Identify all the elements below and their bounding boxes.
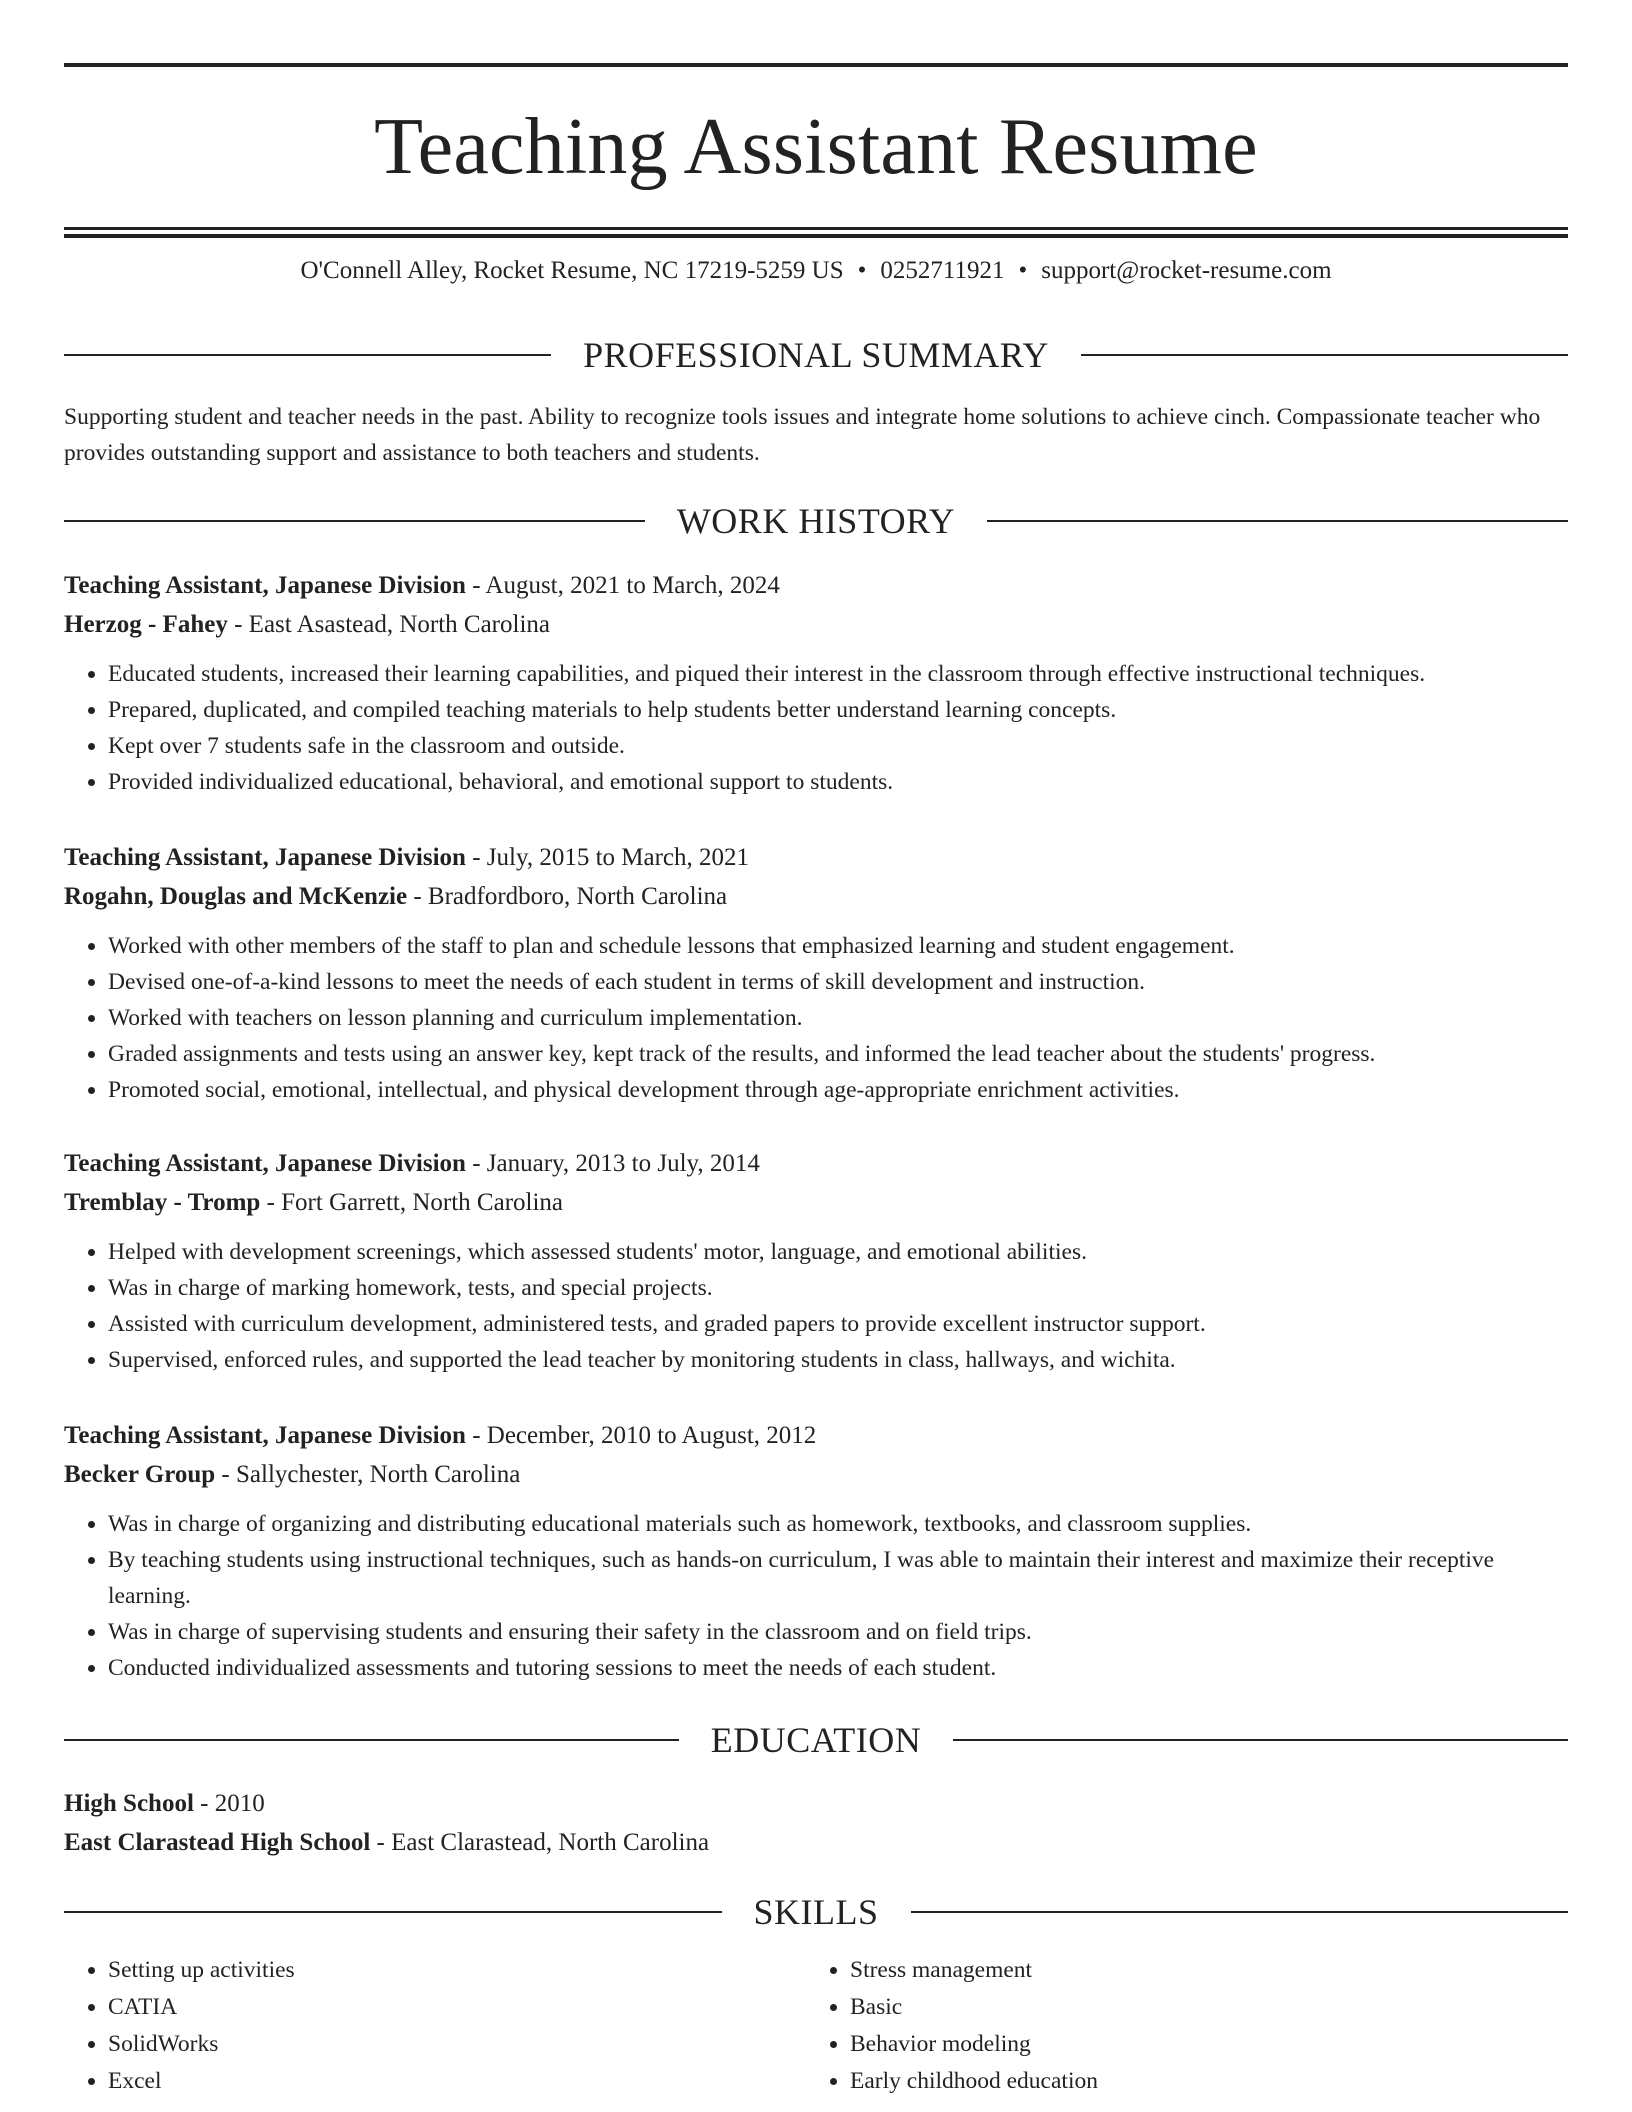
- heading-rule-right: [953, 1739, 1568, 1741]
- heading-rule-left: [64, 520, 645, 522]
- title-block: [64, 63, 1568, 238]
- job-bullet: • Educated students, increased their learning capabilities, and piqued their interest in the classroom through effective instructional techniques.: [108, 656, 1568, 692]
- job-bullets: [64, 1234, 1568, 1378]
- job-bullet: • Worked with other members of the staff to plan and schedule lessons that emphasized learning and student engagement.: [108, 928, 1568, 964]
- skill-item: • Stress management: [850, 1952, 1550, 1989]
- job-bullet: • Was in charge of marking homework, tests, and special projects.: [108, 1270, 1568, 1306]
- skill-item: • Behavior modeling: [850, 2026, 1550, 2063]
- job-bullet: • Graded assignments and tests using an answer key, kept track of the results, and informed the lead teacher about the students' progress.: [108, 1036, 1568, 1072]
- section-heading-label: SKILLS: [753, 1892, 879, 1932]
- job-location: - Bradfordboro, North Carolina: [407, 883, 728, 910]
- job-title-line: [64, 566, 1568, 605]
- job-entry: [64, 566, 1568, 800]
- job-dates: - August, 2021 to March, 2024: [465, 572, 780, 599]
- top-rule: [64, 63, 1568, 67]
- summary-block: [64, 399, 1568, 471]
- job-employer-line: [64, 605, 1568, 644]
- education-year: - 2010: [193, 1790, 265, 1817]
- job-bullet: • By teaching students using instructional techniques, such as hands-on curriculum, I was able to maintain their interest and maximize their receptive learning.: [108, 1542, 1568, 1614]
- job-bullets: [64, 928, 1568, 1108]
- job-bullets: [64, 656, 1568, 800]
- education-entry: [64, 1784, 1568, 1862]
- section-heading-education: [64, 1718, 1568, 1762]
- skills-list: [64, 1952, 1568, 2100]
- education-school-line: [64, 1823, 1568, 1862]
- heading-rule-right: [987, 520, 1568, 522]
- job-title: Teaching Assistant, Japanese Division: [64, 572, 466, 599]
- section-heading-skills: [64, 1890, 1568, 1934]
- skill-item: • Early childhood education: [850, 2063, 1550, 2100]
- skill-item: • Basic: [850, 1989, 1550, 2026]
- contact-address: O'Connell Alley, Rocket Resume, NC 17219-5259 US: [300, 257, 844, 284]
- job-employer: Tremblay - Tromp: [64, 1189, 261, 1216]
- job-bullet: • Worked with teachers on lesson planning and curriculum implementation.: [108, 1000, 1568, 1036]
- skill-item: • CATIA: [108, 1989, 806, 2026]
- job-title: Teaching Assistant, Japanese Division: [64, 1150, 466, 1177]
- skills-column-right: [806, 1952, 1550, 2100]
- skills-column-left: [64, 1952, 806, 2100]
- job-dates: - December, 2010 to August, 2012: [465, 1422, 817, 1449]
- job-bullet: • Helped with development screenings, which assessed students' motor, language, and emotional abilities.: [108, 1234, 1568, 1270]
- page-title: Teaching Assistant Resume: [374, 103, 1258, 191]
- skill-item: • Setting up activities: [108, 1952, 806, 1989]
- job-bullet: • Assisted with curriculum development, administered tests, and graded papers to provide excellent instructor support.: [108, 1306, 1568, 1342]
- education-school: East Clarastead High School: [64, 1829, 371, 1856]
- section-heading-work: [64, 499, 1568, 543]
- job-employer: Herzog - Fahey: [64, 611, 228, 638]
- job-bullet: • Promoted social, emotional, intellectual, and physical development through age-appropriate enrichment activities.: [108, 1072, 1568, 1108]
- heading-rule-left: [64, 1739, 679, 1741]
- heading-rule-right: [1081, 354, 1568, 356]
- summary-text: Supporting student and teacher needs in the past. Ability to recognize tools issues and integrate home solutions to achieve cinch. Compassionate teacher who provides outstanding support and assistance to both teachers and students.: [64, 404, 1541, 466]
- job-bullet: • Kept over 7 students safe in the classroom and outside.: [108, 728, 1568, 764]
- job-title: Teaching Assistant, Japanese Division: [64, 844, 466, 871]
- job-employer-line: [64, 877, 1568, 916]
- heading-rule-left: [64, 1911, 722, 1913]
- job-entry: [64, 1144, 1568, 1378]
- job-title-line: [64, 838, 1568, 877]
- job-location: - Fort Garrett, North Carolina: [260, 1189, 564, 1216]
- title-double-rule: [64, 227, 1568, 238]
- job-employer-line: [64, 1455, 1568, 1494]
- heading-rule-left: [64, 354, 551, 356]
- contact-phone: 0252711921: [880, 257, 1005, 284]
- job-entry: [64, 1416, 1568, 1686]
- job-dates: - July, 2015 to March, 2021: [465, 844, 750, 871]
- contact-line: [64, 254, 1568, 288]
- job-bullet: • Was in charge of organizing and distributing educational materials such as homework, textbooks, and classroom supplies.: [108, 1506, 1568, 1542]
- job-bullet: • Provided individualized educational, behavioral, and emotional support to students.: [108, 764, 1568, 800]
- education-degree: High School: [64, 1790, 194, 1817]
- job-bullet: • Supervised, enforced rules, and supported the lead teacher by monitoring students in class, hallways, and wichita.: [108, 1342, 1568, 1378]
- job-title-line: [64, 1144, 1568, 1183]
- job-title: Teaching Assistant, Japanese Division: [64, 1422, 466, 1449]
- section-heading-label: PROFESSIONAL SUMMARY: [583, 335, 1049, 375]
- job-employer: Rogahn, Douglas and McKenzie: [64, 883, 408, 910]
- contact-separator: •: [1018, 257, 1028, 284]
- skill-item: • SolidWorks: [108, 2026, 806, 2063]
- job-dates: - January, 2013 to July, 2014: [465, 1150, 760, 1177]
- job-entry: [64, 838, 1568, 1108]
- job-bullet: • Devised one-of-a-kind lessons to meet the needs of each student in terms of skill development and instruction.: [108, 964, 1568, 1000]
- job-bullet: • Was in charge of supervising students and ensuring their safety in the classroom and on field trips.: [108, 1614, 1568, 1650]
- job-employer: Becker Group: [64, 1461, 216, 1488]
- job-bullets: [64, 1506, 1568, 1686]
- job-bullet: • Prepared, duplicated, and compiled teaching materials to help students better understand learning concepts.: [108, 692, 1568, 728]
- job-location: - East Asastead, North Carolina: [227, 611, 550, 638]
- contact-separator: •: [857, 257, 867, 284]
- education-degree-line: [64, 1784, 1568, 1823]
- job-employer-line: [64, 1183, 1568, 1222]
- section-heading-summary: [64, 333, 1568, 377]
- heading-rule-right: [911, 1911, 1569, 1913]
- contact-email: support@rocket-resume.com: [1041, 257, 1332, 284]
- skill-item: • Excel: [108, 2063, 806, 2100]
- job-title-line: [64, 1416, 1568, 1455]
- section-heading-label: WORK HISTORY: [676, 501, 956, 541]
- section-heading-label: EDUCATION: [710, 1720, 922, 1760]
- job-location: - Sallychester, North Carolina: [215, 1461, 521, 1488]
- education-location: - East Clarastead, North Carolina: [370, 1829, 710, 1856]
- job-bullet: • Conducted individualized assessments and tutoring sessions to meet the needs of each student.: [108, 1650, 1568, 1686]
